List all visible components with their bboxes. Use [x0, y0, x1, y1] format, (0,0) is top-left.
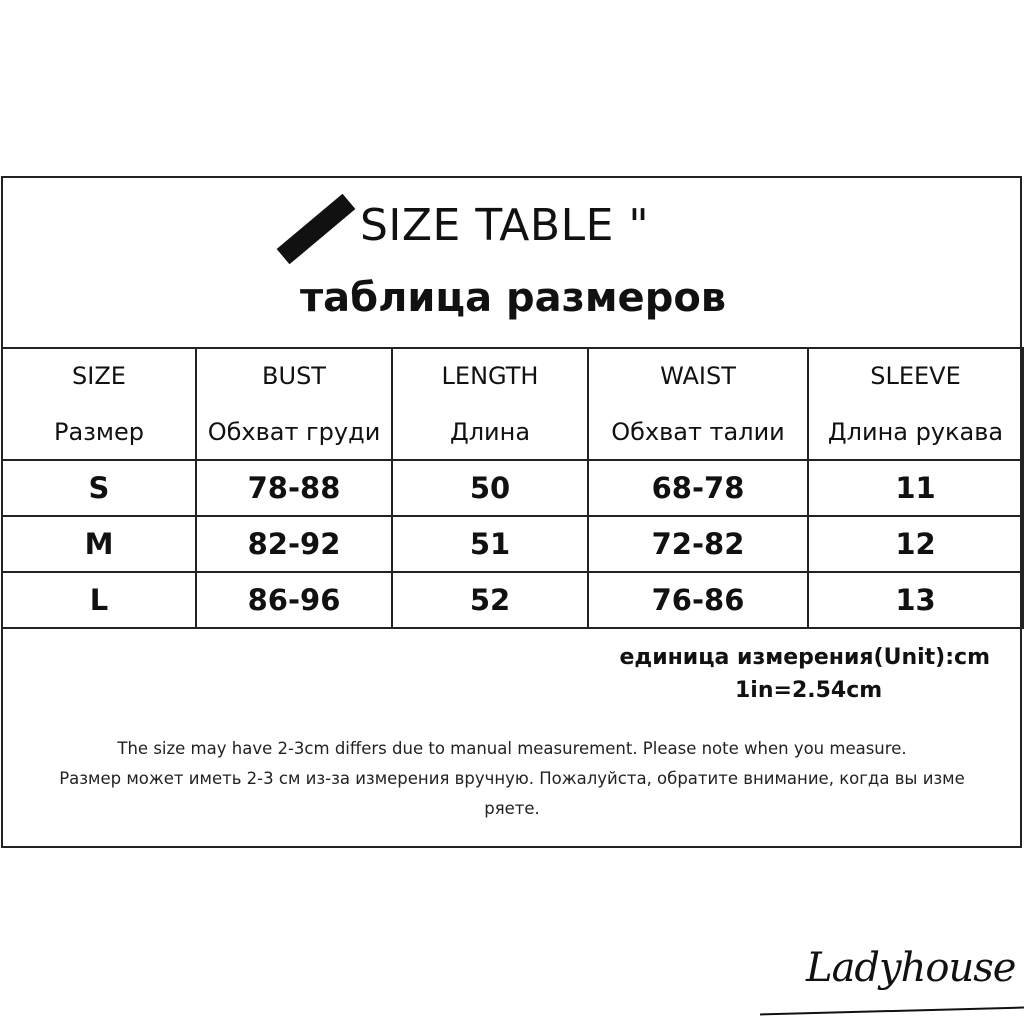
title-english: SIZE TABLE ": [360, 200, 650, 251]
table-header-row: [2, 348, 1023, 460]
table-row: [2, 460, 1023, 516]
table-cell: 51: [392, 516, 588, 572]
table-cell: 50: [392, 460, 588, 516]
header-bust: [196, 348, 392, 460]
table-row: [2, 572, 1023, 628]
table-cell: S: [2, 460, 196, 516]
header-label-en: SLEEVE: [870, 362, 961, 390]
table-cell: L: [2, 572, 196, 628]
header-length: [392, 348, 588, 460]
logo-underline: [760, 1007, 1024, 1016]
header-label-ru: Обхват талии: [611, 418, 785, 446]
header-label-ru: Размер: [53, 418, 145, 446]
header-sleeve: [808, 348, 1023, 460]
header-label-ru: Длина рукава: [827, 418, 1004, 446]
header-size: [2, 348, 196, 460]
header-waist: [588, 348, 808, 460]
brand-logo: Ladyhouse: [806, 945, 1016, 991]
unit-label: единица измерения(Unit):cm: [619, 645, 990, 670]
inch-conversion: 1in=2.54cm: [735, 678, 883, 703]
note-russian-line1: Размер может иметь 2-3 см из-за измерения вручную. Пожалуйста, обратите внимание, когда вы изме: [59, 769, 965, 788]
header-label-ru: Обхват груди: [207, 418, 381, 446]
header-label-en: BUST: [262, 362, 326, 390]
table-cell: 86-96: [196, 572, 392, 628]
table-cell: 11: [808, 460, 1023, 516]
table-row: [2, 516, 1023, 572]
table-cell: 72-82: [588, 516, 808, 572]
header-label-en: SIZE: [72, 362, 126, 390]
note-russian-line2: ряете.: [484, 799, 540, 818]
table-cell: 13: [808, 572, 1023, 628]
table-cell: 52: [392, 572, 588, 628]
header-label-en: LENGTH: [441, 362, 539, 390]
table-cell: 78-88: [196, 460, 392, 516]
header-label-ru: Длина: [449, 418, 531, 446]
title-russian: таблица размеров: [300, 275, 727, 321]
table-cell: 76-86: [588, 572, 808, 628]
note-english: The size may have 2-3cm differs due to manual measurement. Please note when you measure.: [117, 739, 907, 758]
header-label-en: WAIST: [660, 362, 736, 390]
size-table: [1, 347, 1024, 629]
table-cell: 68-78: [588, 460, 808, 516]
table-cell: M: [2, 516, 196, 572]
table-cell: 12: [808, 516, 1023, 572]
table-cell: 82-92: [196, 516, 392, 572]
